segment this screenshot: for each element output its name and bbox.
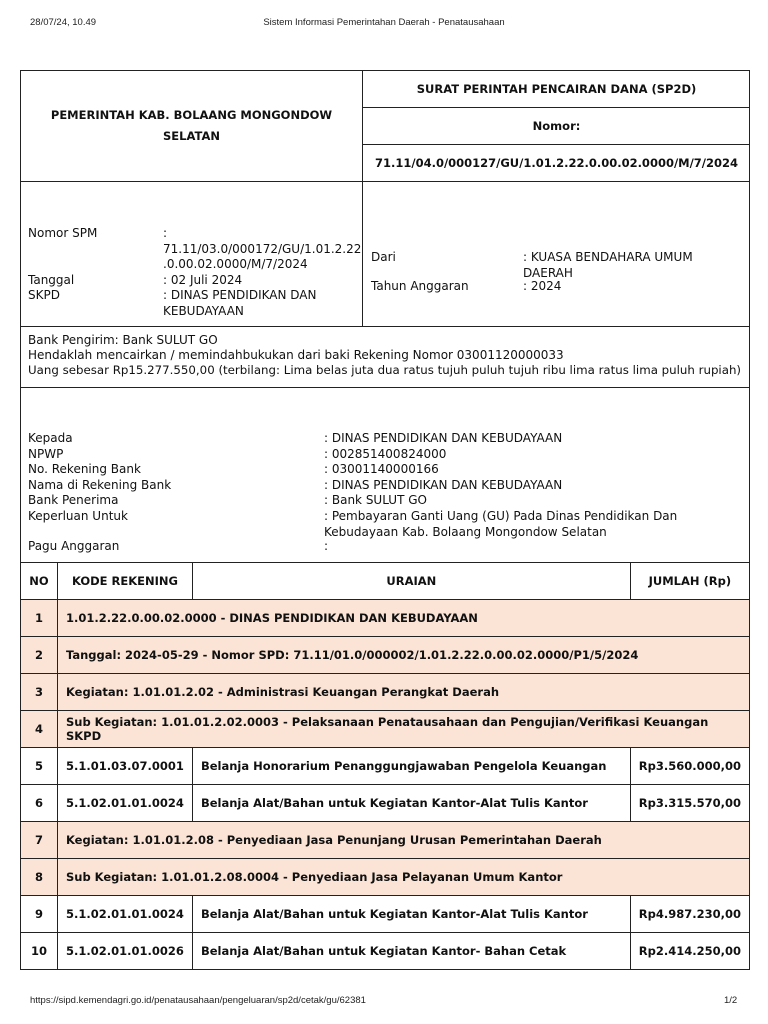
table-row: [21, 711, 750, 748]
npwp-value: : 002851400824000: [324, 447, 447, 461]
recipient-info: [20, 387, 750, 563]
row-no: 3: [21, 674, 58, 711]
npwp-label: NPWP: [28, 447, 64, 461]
row-no: 2: [21, 637, 58, 674]
print-page-number: 1/2: [724, 995, 738, 1006]
row-no: 10: [21, 933, 58, 970]
row-no: 1: [21, 600, 58, 637]
row-uraian: Belanja Alat/Bahan untuk Kegiatan Kantor-Alat Tulis Kantor: [192, 785, 630, 822]
table-row: [21, 896, 750, 933]
rekening-label: No. Rekening Bank: [28, 462, 141, 476]
row-jumlah: Rp3.315.570,00: [630, 785, 749, 822]
kepada-value: : DINAS PENDIDIKAN DAN KEBUDAYAAN: [324, 431, 563, 445]
pagu-value: :: [324, 539, 329, 553]
nomor-label: Nomor:: [532, 119, 581, 133]
table-row: [21, 674, 750, 711]
tahun-anggaran-label: Tahun Anggaran: [371, 279, 469, 293]
rekening-table: [20, 562, 750, 970]
document-header: [20, 70, 750, 182]
spm-info: [20, 181, 750, 327]
nomor-spm-value: : 71.11/03.0/000172/GU/1.01.2.22 .0.00.02.0000/M/7/2024: [163, 226, 362, 271]
row-uraian: Belanja Alat/Bahan untuk Kegiatan Kantor-Alat Tulis Kantor: [192, 896, 630, 933]
bank-penerima-label: Bank Penerima: [28, 493, 119, 507]
col-kode-rekening: KODE REKENING: [57, 563, 192, 600]
row-text: Tanggal: 2024-05-29 - Nomor SPD: 71.11/01.0/000002/1.01.2.22.0.00.02.0000/P1/5/2024: [57, 637, 749, 674]
row-kode: 5.1.02.01.01.0024: [57, 896, 192, 933]
row-text: Sub Kegiatan: 1.01.01.2.08.0004 - Penyediaan Jasa Pelayanan Umum Kantor: [57, 859, 749, 896]
row-kode: 5.1.02.01.01.0024: [57, 785, 192, 822]
row-kode: 5.1.02.01.01.0026: [57, 933, 192, 970]
skpd-value: : DINAS PENDIDIKAN DAN KEBUDAYAAN: [163, 288, 317, 318]
nama-rekening-label: Nama di Rekening Bank: [28, 478, 172, 492]
row-uraian: Belanja Alat/Bahan untuk Kegiatan Kantor- Bahan Cetak: [192, 933, 630, 970]
print-url: https://sipd.kemendagri.go.id/penatausahaan/pengeluaran/sp2d/cetak/gu/62381: [30, 995, 366, 1006]
keperluan-label: Keperluan Untuk: [28, 509, 128, 523]
nama-rekening-value: : DINAS PENDIDIKAN DAN KEBUDAYAAN: [324, 478, 563, 492]
row-jumlah: Rp3.560.000,00: [630, 748, 749, 785]
row-no: 6: [21, 785, 58, 822]
table-row: [21, 822, 750, 859]
amount-terbilang: Uang sebesar Rp15.277.550,00 (terbilang: Lima belas juta dua ratus tujuh puluh tujuh ribu lima ratus lima puluh rupiah): [28, 363, 742, 377]
print-page-title: Sistem Informasi Pemerintahan Daerah - Penatausahaan: [263, 17, 505, 28]
table-row: [21, 637, 750, 674]
tanggal-value: : 02 Juli 2024: [163, 273, 243, 287]
table-row: [21, 748, 750, 785]
table-row: [21, 785, 750, 822]
tahun-anggaran-value: : 2024: [523, 279, 562, 293]
dari-label: Dari: [371, 250, 396, 264]
kepada-label: Kepada: [28, 431, 73, 445]
row-no: 9: [21, 896, 58, 933]
government-name: PEMERINTAH KAB. BOLAANG MONGONDOW SELATAN: [50, 108, 333, 143]
row-no: 8: [21, 859, 58, 896]
table-row: [21, 933, 750, 970]
bank-pengirim: Bank Pengirim: Bank SULUT GO: [28, 333, 218, 347]
table-row: [21, 859, 750, 896]
table-row: [21, 600, 750, 637]
col-uraian: URAIAN: [192, 563, 630, 600]
tanggal-label: Tanggal: [28, 273, 75, 287]
row-uraian: Belanja Honorarium Penanggungjawaban Pengelola Keuangan: [192, 748, 630, 785]
row-jumlah: Rp4.987.230,00: [630, 896, 749, 933]
row-no: 4: [21, 711, 58, 748]
print-datetime: 28/07/24, 10.49: [30, 17, 97, 28]
bank-instruction: [20, 326, 750, 388]
row-text: Sub Kegiatan: 1.01.01.2.02.0003 - Pelaksanaan Penatausahaan dan Pengujian/Verifikasi Keuangan SKPD: [57, 711, 749, 748]
rekening-value: : 03001140000166: [324, 462, 439, 476]
skpd-label: SKPD: [28, 288, 60, 302]
nomor-spm-label: Nomor SPM: [28, 226, 98, 240]
col-no: NO: [21, 563, 58, 600]
pagu-label: Pagu Anggaran: [28, 539, 120, 553]
dari-value: : KUASA BENDAHARA UMUM DAERAH: [523, 250, 693, 280]
row-no: 5: [21, 748, 58, 785]
bank-penerima-value: : Bank SULUT GO: [324, 493, 427, 507]
row-text: Kegiatan: 1.01.01.2.08 - Penyediaan Jasa Penunjang Urusan Pemerintahan Daerah: [57, 822, 749, 859]
row-kode: 5.1.01.03.07.0001: [57, 748, 192, 785]
row-text: 1.01.2.22.0.00.02.0000 - DINAS PENDIDIKAN DAN KEBUDAYAAN: [57, 600, 749, 637]
doc-title: SURAT PERINTAH PENCAIRAN DANA (SP2D): [416, 82, 697, 96]
nomor-value: 71.11/04.0/000127/GU/1.01.2.22.0.00.02.0000/M/7/2024: [375, 156, 738, 170]
row-jumlah: Rp2.414.250,00: [630, 933, 749, 970]
row-no: 7: [21, 822, 58, 859]
keperluan-value: : Pembayaran Ganti Uang (GU) Pada Dinas Pendidikan Dan Kebudayaan Kab. Bolaang Mongondow Selatan: [324, 509, 678, 539]
row-text: Kegiatan: 1.01.01.2.02 - Administrasi Keuangan Perangkat Daerah: [57, 674, 749, 711]
col-jumlah: JUMLAH (Rp): [630, 563, 749, 600]
rekening-instruction: Hendaklah mencairkan / memindahbukukan dari baki Rekening Nomor 03001120000033: [28, 348, 564, 362]
